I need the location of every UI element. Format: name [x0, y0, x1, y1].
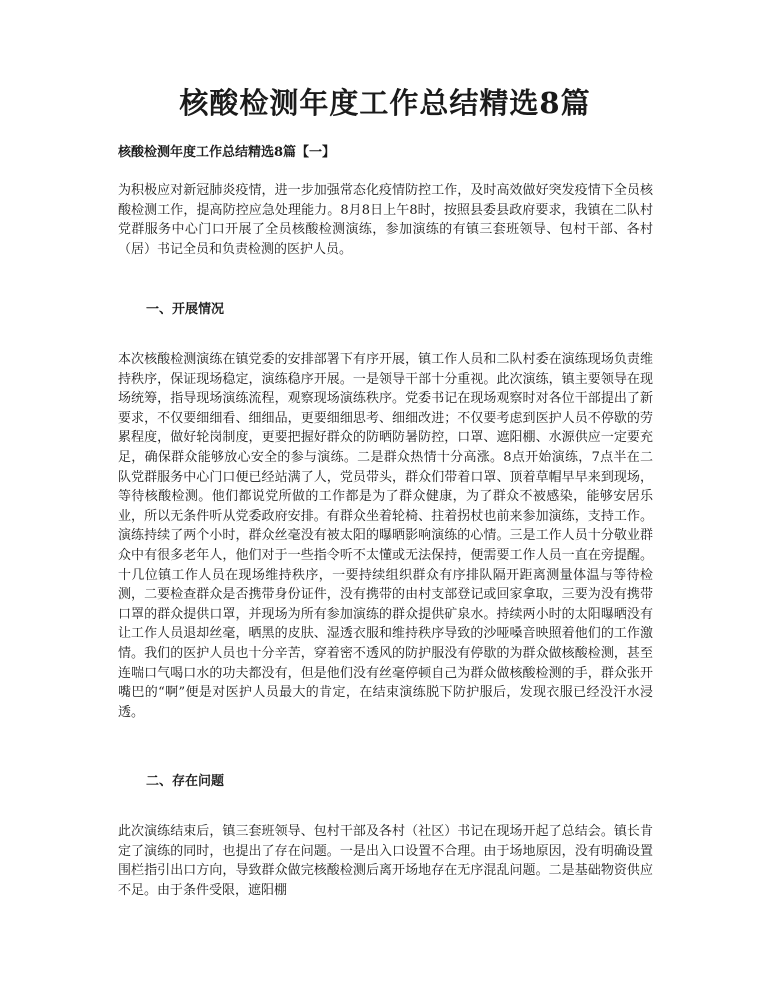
section-2-paragraph: 此次演练结束后，镇三套班领导、包村干部及各村（社区）书记在现场开起了总结会。镇长肯定了演练的同时，也提出了存在问题。一是出入口设置不合理。由于场地原因，没有明确设置围栏指引出口方向，导致群众做完核酸检测后离开场地存在无序混乱问题。二是基础物资供应不足。由于条件受限，遮阳棚 [118, 824, 653, 898]
intro-paragraph: 为积极应对新冠肺炎疫情，进一步加强常态化疫情防控工作，及时高效做好突发疫情下全员核酸检测工作，提高防控应急处理能力。8月8日上午8时，按照县委县政府要求，我镇在二队村党群服务中心门口开展了全员核酸检测演练，参加演练的有镇三套班领导、包村干部、各村（居）书记全员和负责检测的医护人员。 [118, 183, 653, 257]
section-heading-1: 一、开展情况 [146, 302, 225, 317]
document-title: 核酸检测年度工作总结精选8篇 [179, 86, 591, 120]
document-subtitle: 核酸检测年度工作总结精选8篇【一】 [118, 145, 336, 160]
section-1-paragraph: 本次核酸检测演练在镇党委的安排部署下有序开展，镇工作人员和二队村委在演练现场负责维持秩序，保证现场稳定，演练稳序开展。一是领导干部十分重视。此次演练，镇主要领导在现场统筹，指导现场演练流程，观察现场演练秩序。党委书记在现场观察时对各位干部提出了新要求，不仅要细细看、细细品，更要细细思考、细细改进；不仅要考虑到医护人员不停歇的劳累程度，做好轮岗制度，更要把握好群众的防晒防暑防控，口罩、遮阳棚、水源供应一定要充足，确保群众能够放心安全的参与演练。二是群众热情十分高涨。8点开始演练，7点半在二队党群服务中心门口便已经站满了人，党员带头，群众们带着口罩、顶着草帽早早来到现场，等待核酸检测。他们都说党所做的工作都是为了群众健康，为了群众不被感染，能够安居乐业，所以无条件听从党委政府安排。有群众坐着轮椅、拄着拐杖也前来参加演练，支持工作。演练持续了两个小时，群众丝毫没有被太阳的曝晒影响演练的心情。三是工作人员十分敬业群众中有很多老年人，他们对于一些指令听不太懂或无法保持，便需要工作人员一直在旁提醒。十几位镇工作人员在现场维持秩序，一要持续组织群众有序排队隔开距离测量体温与等待检测，二要检查群众是否携带身份证件，没有携带的由村支部登记或回家拿取，三要为没有携带口罩的群众提供口罩，并现场为所有参加演练的群众提供矿泉水。持续两小时的太阳曝晒没有让工作人员退却丝毫，晒黑的皮肤、湿透衣服和维持秩序导致的沙哑嗓音映照着他们的工作激情。我们的医护人员也十分辛苦，穿着密不透风的防护服没有停歇的为群众做核酸检测，甚至连喘口气喝口水的功夫都没有，但是他们没有丝毫停顿自己为群众做核酸检测的手，群众张开嘴巴的“啊”便是对医护人员最大的肯定，在结束演练脱下防护服后，发现衣服已经没汗水浸透。 [118, 352, 653, 720]
section-heading-2: 二、存在问题 [146, 774, 225, 789]
